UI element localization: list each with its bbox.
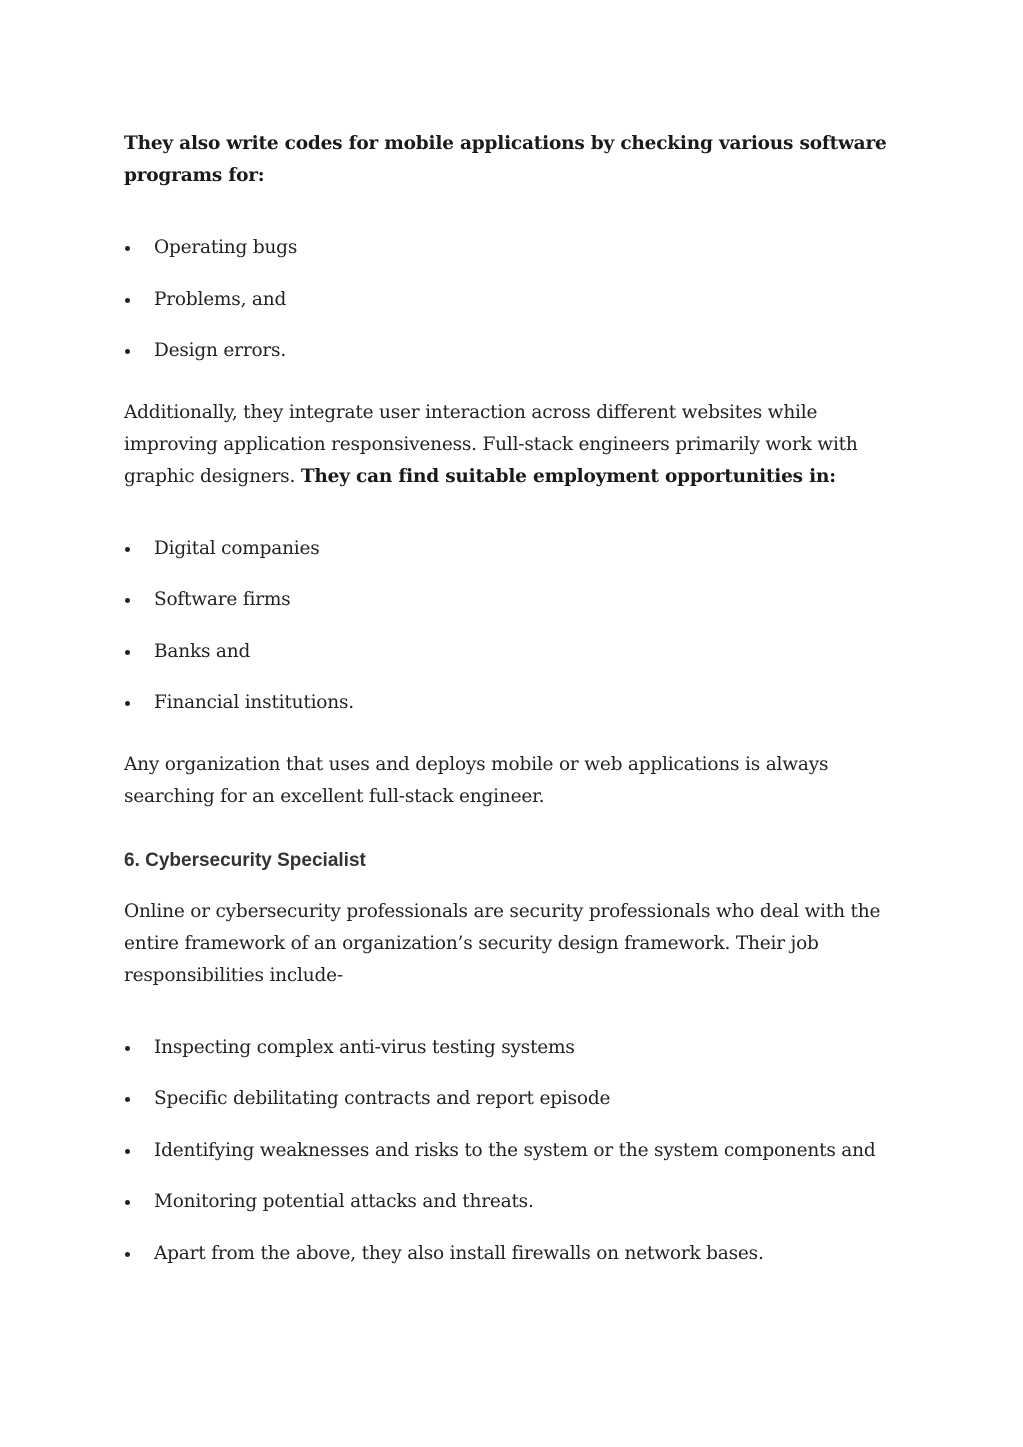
list-item: Problems, and — [124, 284, 914, 336]
additional-paragraph — [124, 397, 914, 493]
list-item: Identifying weaknesses and risks to the system or the system components and — [124, 1135, 914, 1187]
list-item: Specific debilitating contracts and report episode — [124, 1083, 914, 1135]
intro-paragraph: They also write codes for mobile applications by checking various software programs for: — [124, 133, 887, 186]
list-item: Inspecting complex anti-virus testing systems — [124, 1032, 914, 1084]
list-item: Monitoring potential attacks and threats. — [124, 1186, 914, 1238]
list-item: Banks and — [124, 636, 914, 688]
bugs-list — [124, 232, 914, 387]
document-page — [124, 128, 914, 1289]
list-item: Operating bugs — [124, 232, 914, 284]
employment-lead-in: They can find suitable employment opportunities in: — [300, 465, 836, 487]
cyber-paragraph: Online or cybersecurity professionals are security professionals who deal with the entire framework of an organization’s security design framework. Their job responsibilities include- — [124, 900, 881, 986]
responsibilities-list — [124, 1032, 914, 1290]
list-item: Financial institutions. — [124, 687, 914, 739]
list-item: Software firms — [124, 584, 914, 636]
additional-text: Additionally, they integrate user interaction across different websites while improving application responsiveness. Full-stack engineers primarily work with graphic designers. — [124, 401, 858, 487]
organization-paragraph: Any organization that uses and deploys mobile or web applications is always searching for an excellent full-stack engineer. — [124, 753, 829, 807]
list-item: Digital companies — [124, 533, 914, 585]
section-heading: 6. Cybersecurity Specialist — [124, 849, 366, 871]
list-item: Apart from the above, they also install firewalls on network bases. — [124, 1238, 914, 1290]
list-item: Design errors. — [124, 335, 914, 387]
employers-list — [124, 533, 914, 739]
